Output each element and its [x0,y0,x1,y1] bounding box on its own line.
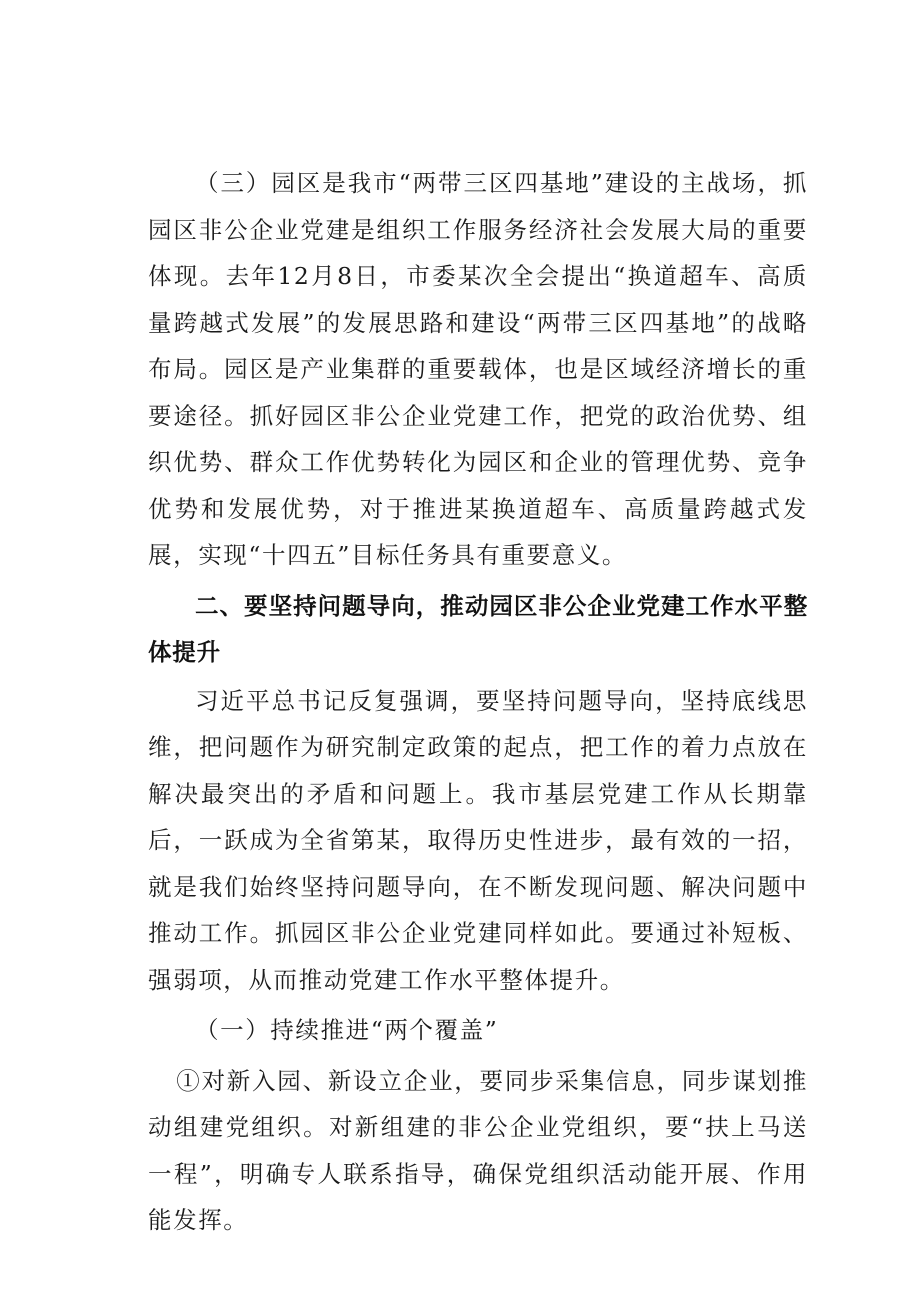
paragraph-park-importance: （三）园区是我市“两带三区四基地”建设的主战场，抓园区非公企业党建是组织工作服务经济社会发展大局的重要体现。去年12月8日，市委某次全会提出“换道超车、高质量跨越式发展”的发展思路和建设“两带三区四基地”的战略布局。园区是产业集群的重要载体，也是区域经济增长的重要途径。抓好园区非公企业党建工作，把党的政治优势、组织优势、群众工作优势转化为园区和企业的管理优势、竞争优势和发展优势，对于推进某换道超车、高质量跨越式发展，实现“十四五”目标任务具有重要意义。 [148,169,808,569]
paragraph-new-enterprises: ①对新入园、新设立企业，要同步采集信息，同步谋划推动组建党组织。对新组建的非公企业党组织，要“扶上马送一程”，明确专人联系指导，确保党组织活动能开展、作用能发挥。 [148,1066,808,1234]
section-heading-problem-orientation: 二、要坚持问题导向，推动园区非公企业党建工作水平整体提升 [148,591,808,666]
document-body [148,160,808,1244]
subheading-two-coverages: （一）持续推进“两个覆盖” [195,1016,499,1044]
paragraph-problem-orientation: 习近平总书记反复强调，要坚持问题导向，坚持底线思维，把问题作为研究制定政策的起点，把工作的着力点放在解决最突出的矛盾和问题上。我市基层党建工作从长期靠后，一跃成为全省第某，取得历史性进步，最有效的一招，就是我们始终坚持问题导向，在不断发现问题、解决问题中推动工作。抓园区非公企业党建同样如此。要通过补短板、强弱项，从而推动党建工作水平整体提升。 [148,686,808,994]
